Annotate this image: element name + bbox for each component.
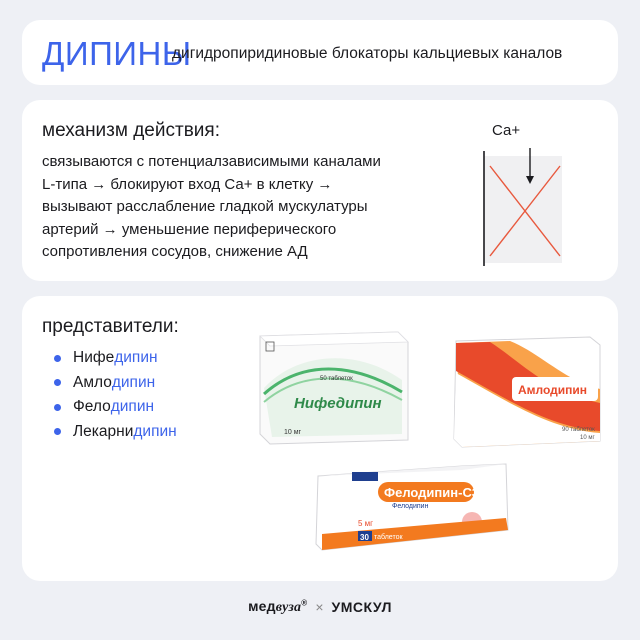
amlodipine-box-image <box>450 331 602 449</box>
list-item <box>54 420 177 445</box>
felodipine-dose: 5 мг <box>358 519 374 528</box>
mechanism-line: сопротивления сосудов, снижение АД <box>42 243 308 261</box>
drug-suffix: дипин <box>110 398 155 416</box>
list-item <box>54 371 177 396</box>
title-card <box>22 20 618 85</box>
channel-block-diagram <box>452 118 562 268</box>
drug-prefix: Амло <box>73 373 112 391</box>
bullet-icon <box>54 379 61 386</box>
representatives-list <box>54 346 177 444</box>
nifedipine-dose: 10 мг <box>284 429 302 436</box>
list-item <box>54 395 177 420</box>
mechanism-line: связываются с потенциалзависимыми каналами <box>42 153 381 170</box>
felodipine-count-word: таблеток <box>374 534 403 541</box>
channel-diagram-svg <box>452 118 562 268</box>
page-title: ДИПИНЫ <box>42 35 192 72</box>
medvuza-logo <box>248 598 307 616</box>
mechanism-text <box>42 151 422 264</box>
felodipine-box-image <box>312 456 512 556</box>
mechanism-line: L-типа → блокируют вход Са+ в клетку → <box>42 175 333 193</box>
footer-logos <box>0 598 640 616</box>
medvuza-logo-italic: вуза <box>275 600 302 615</box>
mechanism-card <box>22 100 618 281</box>
amlodipine-dose: 10 мг <box>580 435 595 441</box>
list-item <box>54 346 177 371</box>
times-icon: × <box>315 599 324 615</box>
drug-prefix: Фело <box>73 398 111 416</box>
felodipine-brand-logo <box>352 472 378 481</box>
mechanism-title: механизм действия: <box>42 120 220 141</box>
nifedipine-count: 50 таблеток <box>320 376 353 382</box>
medvuza-logo-part: мед <box>248 598 276 614</box>
registered-mark: ® <box>301 598 308 608</box>
mechanism-line: вызывают расслабление гладкой мускулатуры <box>42 198 368 216</box>
drug-prefix: Нифе <box>73 349 115 367</box>
bullet-icon <box>54 428 61 435</box>
nifedipine-box-image <box>242 328 410 446</box>
amlodipine-name: Амлодипин <box>518 383 588 397</box>
calcium-label: Са+ <box>492 122 521 139</box>
drug-suffix: дипин <box>111 373 156 391</box>
amlodipine-count: 90 таблеток <box>562 427 595 433</box>
drug-suffix: дипин <box>133 422 177 440</box>
felodipine-name: Фелодипин-СЗ <box>384 485 480 500</box>
representatives-title: представители: <box>42 316 179 337</box>
page-subtitle: дигидропиридиновые блокаторы кальциевых каналов <box>172 45 563 62</box>
bullet-icon <box>54 355 61 362</box>
mechanism-line: артерий → уменьшение периферического <box>42 220 337 238</box>
nifedipine-name: Нифедипин <box>294 395 382 412</box>
drug-suffix: дипин <box>114 349 158 367</box>
felodipine-count-num: 30 <box>360 533 369 542</box>
drug-prefix: Лекарни <box>73 422 134 440</box>
felodipine-inn: Фелодипин <box>392 503 429 510</box>
bullet-icon <box>54 404 61 411</box>
representatives-card <box>22 296 618 581</box>
umskul-logo: УМСКУЛ <box>331 599 392 615</box>
